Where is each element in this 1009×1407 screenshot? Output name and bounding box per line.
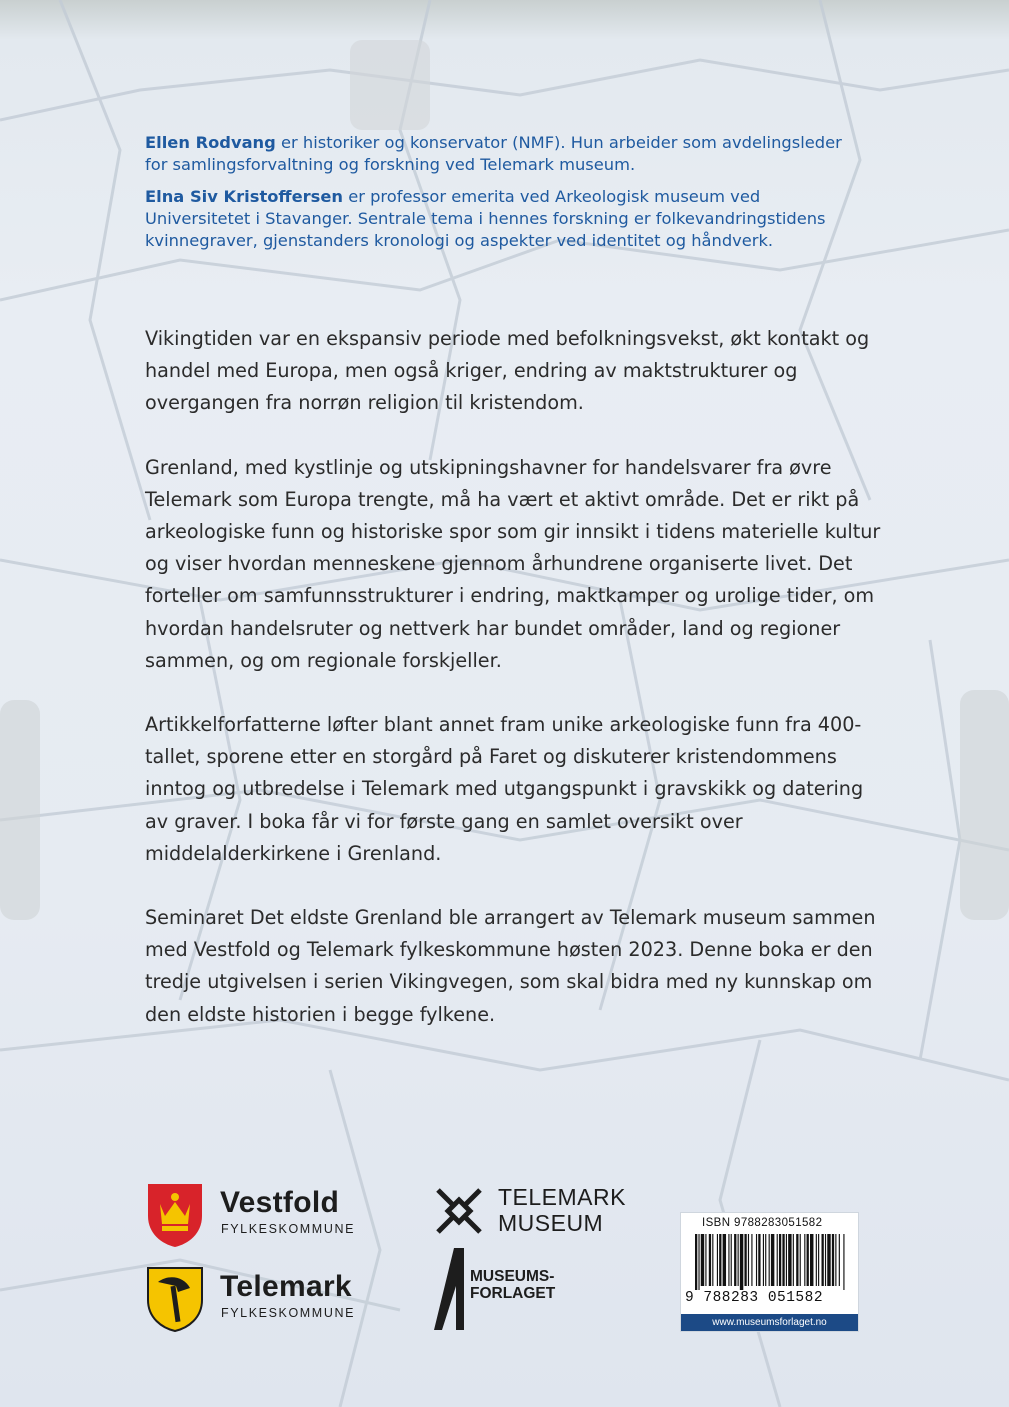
barcode-bar	[698, 1234, 699, 1290]
barcode-bar	[827, 1234, 830, 1286]
barcode-bar	[717, 1234, 718, 1286]
isbn-label: ISBN 9788283051582	[702, 1217, 823, 1229]
blurb-paragraph: Grenland, med kystlinje og utskipningshavner for handelsvarer fra øvre Telemark som Europa trengte, må ha vært et aktivt område. Det er rikt på arkeologiske funn og historiske spor som gir innsikt i tidens materielle kultur og viser hvordan menneskene gjennom århundrene organiserte livet. Det forteller om samfunnsstrukturer i endring, maktkamper og urolige tider, om hvordan handelsruter og nettverk har bundet områder, land og regioner sammen, og om regionale forskjeller.	[145, 455, 881, 672]
barcode-bar	[782, 1234, 784, 1286]
barcode-bar	[843, 1234, 844, 1290]
author-bios	[145, 132, 845, 262]
barcode-bar	[769, 1234, 770, 1286]
barcode-bar	[751, 1234, 752, 1286]
barcode-bar	[777, 1234, 778, 1286]
author-name: Elna Siv Kristoffersen	[145, 187, 344, 206]
isbn-digits: 9 788283 051582	[685, 1290, 824, 1306]
barcode-bar	[793, 1234, 794, 1286]
barcode-bar	[779, 1234, 781, 1286]
vestfold-crown-shield-icon	[146, 1182, 204, 1248]
barcode-bar	[765, 1234, 766, 1286]
barcode-bar	[734, 1234, 736, 1286]
barcode-bar	[816, 1234, 817, 1286]
blurb-text	[145, 323, 885, 1063]
barcode-bar	[695, 1234, 697, 1290]
barcode-bar	[744, 1234, 746, 1286]
author-bio	[145, 186, 845, 252]
barcode-bar	[731, 1234, 732, 1286]
barcode-bar	[763, 1234, 764, 1286]
barcode-bar	[705, 1234, 706, 1286]
blurb-paragraph: Seminaret Det eldste Grenland ble arrangert av Telemark museum sammen med Vestfold og Telemark fylkeskommune høsten 2023. Denne boka er den tredje utgivelsen i serien Vikingvegen, som skal bidra med ny kunnskap om den eldste historien i begge fylkene.	[145, 906, 876, 1026]
barcode-bar	[748, 1234, 749, 1286]
barcode-bar	[818, 1234, 819, 1286]
barcode-bar	[788, 1234, 791, 1286]
barcode-bar	[738, 1234, 739, 1286]
isbn-barcode	[680, 1212, 859, 1332]
barcode-bar	[786, 1234, 787, 1286]
barcode-bar	[740, 1234, 743, 1290]
barcode-bar	[800, 1234, 801, 1286]
barcode-bar	[810, 1234, 813, 1286]
blurb-paragraph: Vikingtiden var en ekspansiv periode med befolkningsvekst, økt kontakt og handel med Europa, men også kriger, endring av maktstrukturer og overgangen fra norrøn religion til kristendom.	[145, 327, 870, 415]
telemark-axe-shield-icon	[146, 1266, 204, 1332]
barcode-bar	[804, 1234, 805, 1286]
author-description: er historiker og konservator (NMF). Hun arbeider som avdelingsleder for samlingsforvaltning og forskning ved Telemark museum.	[145, 133, 842, 174]
barcode-bar	[712, 1234, 713, 1286]
barcode-bar	[719, 1234, 721, 1286]
barcode-bar	[832, 1234, 834, 1286]
telemark-museum-line2: MUSEUM	[498, 1210, 604, 1236]
author-name: Ellen Rodvang	[145, 133, 276, 152]
barcode-bar	[728, 1234, 729, 1286]
publisher-url: www.museumsforlaget.no	[681, 1314, 858, 1331]
vestfold-logo-name: Vestfold	[220, 1186, 340, 1219]
barcode-bars	[695, 1234, 845, 1290]
barcode-bar	[756, 1234, 757, 1286]
barcode-bar	[807, 1234, 809, 1286]
barcode-bar	[822, 1234, 824, 1286]
barcode-bar	[839, 1234, 840, 1286]
museumsforlaget-line1: MUSEUMS-	[470, 1268, 555, 1285]
author-bio	[145, 132, 845, 176]
blurb-paragraph: Artikkelforfatterne løfter blant annet fram unike arkeologiske funn fra 400-tallet, sporene etter en storgård på Faret og diskuterer kristendommens inntog og utbredelse i Telemark med utgangspunkt i gravskikk og datering av graver. I boka får vi for første gang en samlet oversikt over middelalderkirkene i Grenland.	[145, 713, 864, 865]
barcode-bar	[796, 1234, 798, 1286]
telemark-logo-sub: FYLKESKOMMUNE	[221, 1306, 356, 1320]
telemark-logo-name: Telemark	[220, 1270, 352, 1303]
barcode-bar	[835, 1234, 836, 1286]
author-description: er professor emerita ved Arkeologisk museum ved Universitetet i Stavanger. Sentrale tema i hennes forskning er folkevandringstidens kvinnegraver, gjenstanders kronologi og aspekter ved identitet og håndverk.	[145, 187, 826, 250]
telemark-museum-line1: TELEMARK	[498, 1184, 626, 1210]
barcode-bar	[701, 1234, 704, 1286]
vestfold-logo-sub: FYLKESKOMMUNE	[221, 1222, 356, 1236]
barcode-bar	[723, 1234, 726, 1286]
barcode-bar	[825, 1234, 826, 1286]
telemark-museum-mark-icon	[434, 1186, 484, 1236]
barcode-bar	[709, 1234, 711, 1286]
museumsforlaget-mark-icon	[434, 1246, 468, 1332]
museumsforlaget-line2: FORLAGET	[470, 1285, 556, 1302]
barcode-bar	[771, 1234, 774, 1286]
barcode-bar	[758, 1234, 760, 1286]
